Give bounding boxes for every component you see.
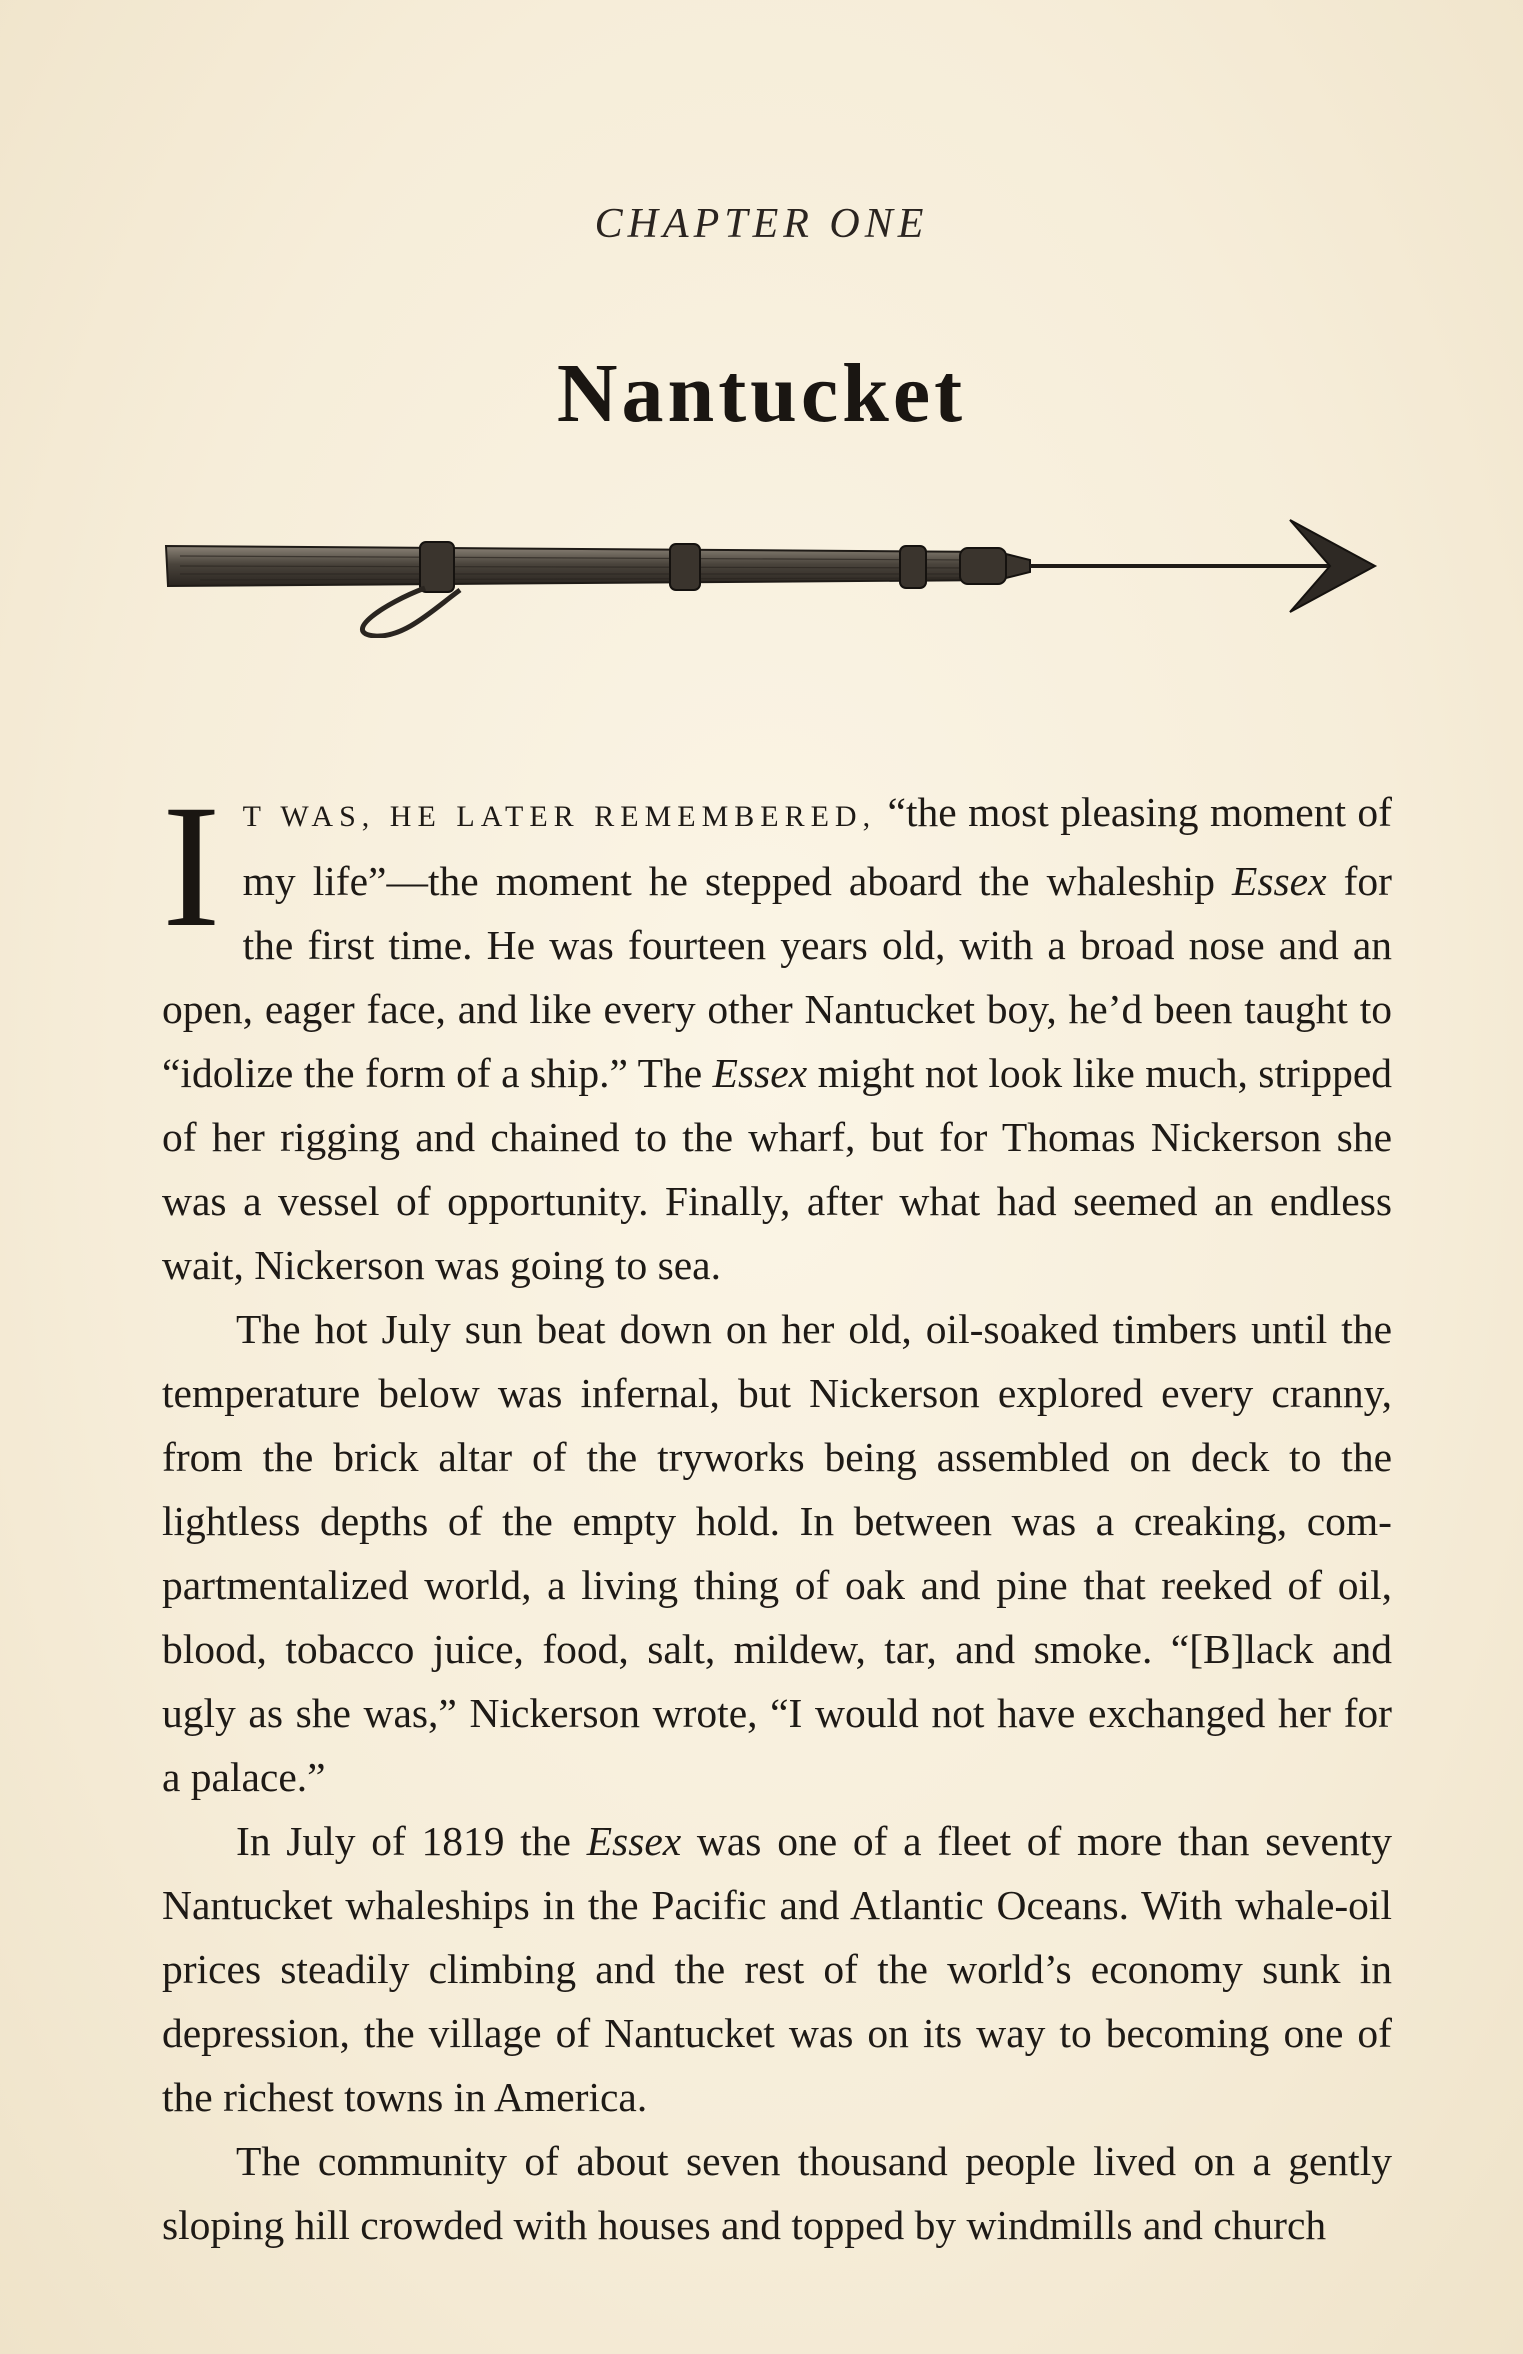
paragraph-1-text-a: “the most pleasing moment of my life”—the moment he stepped aboard the whaleship [242,789,1392,904]
paragraph-1-text-b: for the first time. He was fourteen years old, with a broad nose and an open, eager face, and like every other Nantucket boy, he’d been taught to “idolize the form of a ship.” The [162,858,1393,1096]
paragraph-3-text-a: In July of 1819 the [236,1818,587,1864]
ship-name-essex: Essex [712,1050,808,1096]
chapter-label: CHAPTER ONE [594,201,929,247]
paragraph-4: The community of about seven thousand people lived on a gently sloping hill crowded with houses and topped by windmills and church [162,2138,1392,2248]
paragraph-1-text-c: might not look like much, stripped of her rigging and chained to the wharf, but for Thomas Nickerson she was a vessel of opportunity. Finally, after what had seemed an endless wait, Nickerson was going to sea. [162,1050,1392,1288]
chapter-body [162,769,1393,2257]
paragraph-1 [162,769,1393,1297]
chapter-title: Nantucket [556,347,967,440]
drop-cap: I [162,769,221,964]
paragraph-2: The hot July sun beat down on her old, oil-soaked timbers until the temperature below was infernal, but Nickerson explored every cranny, from the brick altar of the tryworks being assembled on deck to the lightless depths of the empty hold. In between was a creaking, compartmentalized world, a living thing of oak and pine that reeked of oil, blood, tobacco juice, food, salt, mildew, tar, and smoke. “[B]lack and ugly as she was,” Nickerson wrote, “I would not have exchanged her for a palace.” [162,1306,1392,1800]
paragraph-3 [162,1809,1392,2129]
ship-name-essex: Essex [1232,858,1327,904]
harpoon-icon [160,508,1400,638]
opening-small-caps: T WAS, HE LATER REMEMBERED, [242,800,877,833]
paragraph-3-text-b: was one of a fleet of more than seventy Nantucket whaleships in the Pacific and Atlantic Oceans. With whale-oil prices steadily climbing and the rest of the world’s economy sunk in depression, the village of Nantucket was on its way to becoming one of the richest towns in America. [162,1818,1392,2120]
ship-name-essex: Essex [586,1818,682,1864]
